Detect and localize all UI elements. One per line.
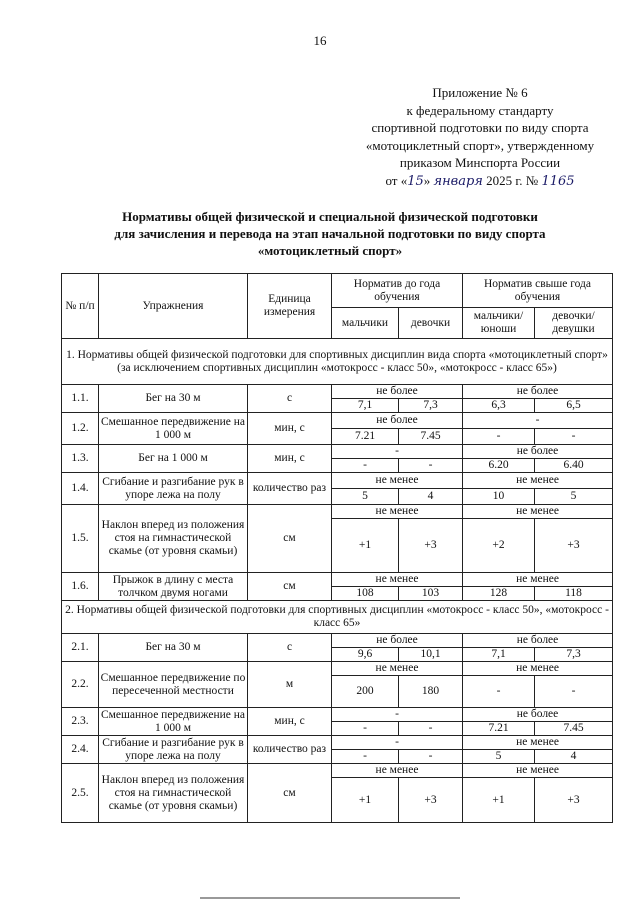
value-boys-youths: -	[463, 429, 535, 445]
heading-line: «мотоциклетный спорт»	[257, 243, 403, 258]
row-number: 1.5.	[62, 505, 99, 573]
condition-first-year: -	[332, 708, 463, 722]
condition-over-year: -	[463, 413, 613, 429]
exercise-name: Сгибание и разгибание рук в упоре лежа на полу	[99, 736, 248, 764]
handwritten-order-number: 1165	[541, 173, 575, 189]
value-boys-youths: 7,1	[463, 648, 535, 662]
condition-over-year: не менее	[463, 505, 613, 519]
exercise-name: Сгибание и разгибание рук в упоре лежа на полу	[99, 473, 248, 505]
exercise-name: Смешанное передвижение на 1 000 м	[99, 413, 248, 445]
value-boys: 7.21	[332, 429, 399, 445]
row-number: 1.2.	[62, 413, 99, 445]
value-girls: 10,1	[399, 648, 463, 662]
header-boys: мальчики	[332, 308, 399, 339]
header-girls: девочки	[399, 308, 463, 339]
heading-line: Нормативы общей физической и специальной физической подготовки	[122, 209, 538, 224]
heading-line: для зачисления и перевода на этап начальной подготовки по виду спорта	[114, 226, 546, 241]
unit-of-measure: см	[248, 573, 332, 601]
header-boys-youths: мальчики/ юноши	[463, 308, 535, 339]
value-boys-youths: 128	[463, 587, 535, 601]
value-boys-youths: 7.21	[463, 722, 535, 736]
exercise-name: Бег на 30 м	[99, 634, 248, 662]
condition-first-year: не более	[332, 634, 463, 648]
exercise-name: Смешанное передвижение на 1 000 м	[99, 708, 248, 736]
header-exercise: Упражнения	[99, 274, 248, 339]
value-girls: 7,3	[399, 399, 463, 413]
row-number: 2.4.	[62, 736, 99, 764]
value-boys-youths: 5	[463, 750, 535, 764]
value-girls-young-women: +3	[535, 519, 613, 573]
header-group-first-year: Норматив до года обучения	[332, 274, 463, 308]
row-number: 2.2.	[62, 662, 99, 708]
value-girls-young-women: -	[535, 429, 613, 445]
value-boys: 7,1	[332, 399, 399, 413]
condition-over-year: не более	[463, 385, 613, 399]
unit-of-measure: с	[248, 634, 332, 662]
value-boys: +1	[332, 778, 399, 823]
value-girls-young-women: 7.45	[535, 722, 613, 736]
condition-over-year: не менее	[463, 736, 613, 750]
header-group-over-year: Норматив свыше года обучения	[463, 274, 613, 308]
handwritten-day: 15	[407, 173, 424, 189]
unit-of-measure: количество раз	[248, 736, 332, 764]
value-boys-youths: 6,3	[463, 399, 535, 413]
value-boys: +1	[332, 519, 399, 573]
row-number: 1.6.	[62, 573, 99, 601]
value-boys: 108	[332, 587, 399, 601]
condition-first-year: -	[332, 445, 463, 459]
unit-of-measure: мин, с	[248, 445, 332, 473]
appendix-title: Приложение № 6	[432, 85, 528, 100]
unit-of-measure: см	[248, 764, 332, 823]
value-girls-young-women: 6.40	[535, 459, 613, 473]
condition-over-year: не менее	[463, 473, 613, 489]
exercise-name: Наклон вперед из положения стоя на гимнастической скамье (от уровня скамьи)	[99, 764, 248, 823]
handwritten-month: января	[433, 173, 483, 189]
condition-first-year: не менее	[332, 573, 463, 587]
condition-first-year: не менее	[332, 473, 463, 489]
value-girls: 103	[399, 587, 463, 601]
value-girls-young-women: 7,3	[535, 648, 613, 662]
value-girls-young-women: -	[535, 676, 613, 708]
row-number: 1.3.	[62, 445, 99, 473]
appendix-line: к федеральному стандарту	[406, 102, 554, 118]
value-boys-youths: +1	[463, 778, 535, 823]
value-girls: +3	[399, 519, 463, 573]
value-boys-youths: 10	[463, 489, 535, 505]
order-date-line	[330, 172, 630, 191]
condition-first-year: не менее	[332, 764, 463, 778]
exercise-name: Бег на 30 м	[99, 385, 248, 413]
section-title: 2. Нормативы общей физической подготовки для спортивных дисциплин «мотокросс - класс 50», «мотокросс - класс 65»	[62, 601, 613, 634]
unit-of-measure: с	[248, 385, 332, 413]
row-number: 2.1.	[62, 634, 99, 662]
exercise-name: Прыжок в длину с места толчком двумя ногами	[99, 573, 248, 601]
scan-edge-line	[200, 897, 460, 899]
exercise-name: Наклон вперед из положения стоя на гимнастической скамье (от уровня скамьи)	[99, 505, 248, 573]
condition-first-year: не более	[332, 385, 463, 399]
header-unit: Единица измерения	[248, 274, 332, 339]
value-girls-young-women: 118	[535, 587, 613, 601]
value-girls: 7.45	[399, 429, 463, 445]
value-boys: 9,6	[332, 648, 399, 662]
value-boys: 200	[332, 676, 399, 708]
value-boys: -	[332, 459, 399, 473]
row-number: 2.5.	[62, 764, 99, 823]
unit-of-measure: количество раз	[248, 473, 332, 505]
value-girls: -	[399, 459, 463, 473]
condition-over-year: не более	[463, 634, 613, 648]
value-girls-young-women: +3	[535, 778, 613, 823]
value-boys-youths: -	[463, 676, 535, 708]
unit-of-measure: см	[248, 505, 332, 573]
appendix-line: приказом Минспорта России	[399, 155, 561, 170]
section-title: 1. Нормативы общей физической подготовки для спортивных дисциплин вида спорта «мотоциклетный спорт» (за исключением спортивных дисциплин «мотокросс - класс 50», «мотокросс - класс 65»)	[62, 339, 613, 385]
norms-table	[61, 273, 613, 823]
condition-first-year: не менее	[332, 662, 463, 676]
value-girls-young-women: 5	[535, 489, 613, 505]
value-girls-young-women: 6,5	[535, 399, 613, 413]
condition-first-year: -	[332, 736, 463, 750]
value-girls-young-women: 4	[535, 750, 613, 764]
condition-over-year: не более	[463, 445, 613, 459]
exercise-name: Бег на 1 000 м	[99, 445, 248, 473]
header-girls-young-women: девочки/ девушки	[535, 308, 613, 339]
condition-first-year: не менее	[332, 505, 463, 519]
value-boys-youths: +2	[463, 519, 535, 573]
condition-over-year: не более	[463, 708, 613, 722]
appendix-block	[330, 84, 630, 190]
date-year: 2025 г. №	[486, 172, 539, 188]
value-boys: -	[332, 722, 399, 736]
exercise-name: Смешанное передвижение по пересеченной местности	[99, 662, 248, 708]
value-boys: -	[332, 750, 399, 764]
row-number: 2.3.	[62, 708, 99, 736]
condition-over-year: не менее	[463, 573, 613, 587]
page-number: 16	[313, 33, 327, 48]
row-number: 1.1.	[62, 385, 99, 413]
unit-of-measure: м	[248, 662, 332, 708]
appendix-line: «мотоциклетный спорт», утвержденному	[365, 137, 595, 153]
condition-over-year: не менее	[463, 764, 613, 778]
date-prefix: от «	[385, 172, 408, 188]
appendix-line: спортивной подготовки по виду спорта	[371, 120, 589, 135]
value-girls: -	[399, 750, 463, 764]
document-heading	[40, 208, 620, 259]
condition-first-year: не более	[332, 413, 463, 429]
date-day-close: »	[423, 172, 431, 188]
value-girls: -	[399, 722, 463, 736]
unit-of-measure: мин, с	[248, 708, 332, 736]
value-boys-youths: 6.20	[463, 459, 535, 473]
value-boys: 5	[332, 489, 399, 505]
row-number: 1.4.	[62, 473, 99, 505]
value-girls: +3	[399, 778, 463, 823]
unit-of-measure: мин, с	[248, 413, 332, 445]
value-girls: 4	[399, 489, 463, 505]
value-girls: 180	[399, 676, 463, 708]
condition-over-year: не менее	[463, 662, 613, 676]
header-num: № п/п	[62, 274, 99, 339]
